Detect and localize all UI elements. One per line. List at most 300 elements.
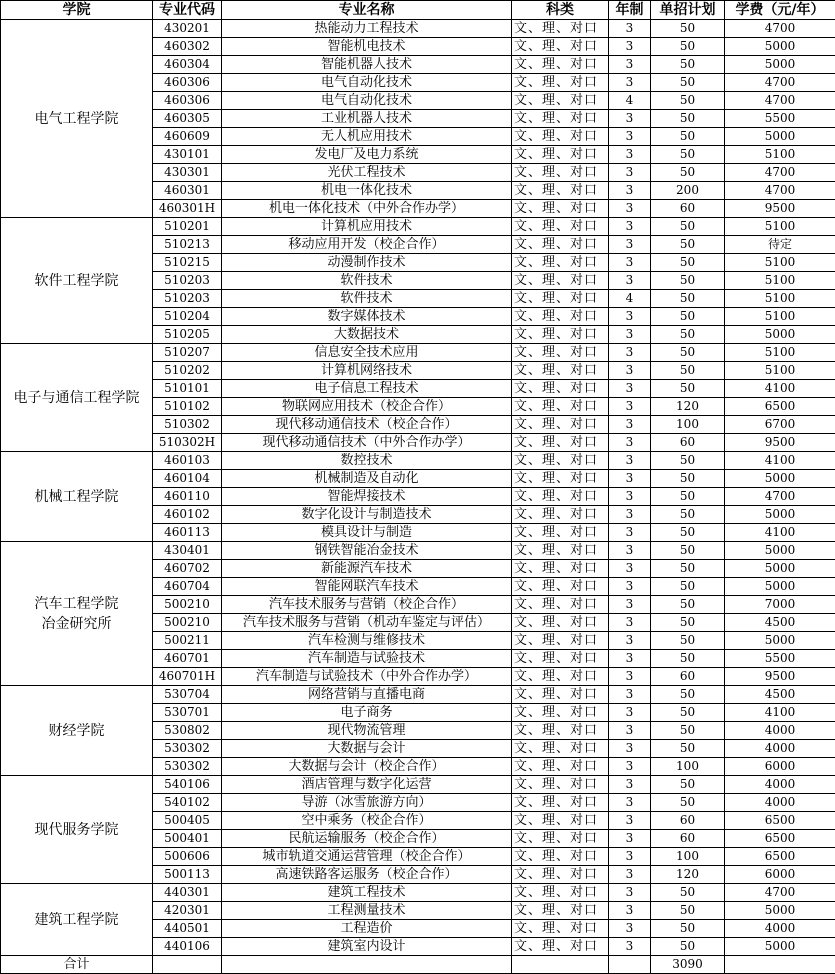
subject-category: 文、理、对口 <box>512 866 609 884</box>
major-name: 钢铁智能冶金技术 <box>222 542 512 560</box>
major-name: 城市轨道交通运营管理（校企合作） <box>222 848 512 866</box>
tuition-fee: 4000 <box>725 920 835 938</box>
major-name: 物联网应用技术（校企合作） <box>222 398 512 416</box>
major-code: 460110 <box>153 488 222 506</box>
college-cell: 电子与通信工程学院 <box>1 344 153 452</box>
major-code: 510201 <box>153 218 222 236</box>
enrollment-plan: 50 <box>651 506 725 524</box>
major-name: 建筑室内设计 <box>222 938 512 956</box>
duration-years: 3 <box>609 380 651 398</box>
tuition-fee: 9500 <box>725 200 835 218</box>
enrollment-plan: 50 <box>651 596 725 614</box>
major-code: 510213 <box>153 236 222 254</box>
subject-category: 文、理、对口 <box>512 362 609 380</box>
subject-category: 文、理、对口 <box>512 794 609 812</box>
major-code: 420301 <box>153 902 222 920</box>
tuition-fee: 5000 <box>725 326 835 344</box>
enrollment-plan: 50 <box>651 794 725 812</box>
major-name: 现代移动通信技术（中外合作办学） <box>222 434 512 452</box>
enrollment-plan: 100 <box>651 416 725 434</box>
duration-years: 3 <box>609 614 651 632</box>
major-code: 430201 <box>153 20 222 38</box>
duration-years: 3 <box>609 488 651 506</box>
enrollment-plan: 50 <box>651 236 725 254</box>
enrollment-plan: 60 <box>651 434 725 452</box>
header-college: 学院 <box>1 1 153 20</box>
college-name-line2: 冶金研究所 <box>1 614 152 634</box>
duration-years: 3 <box>609 164 651 182</box>
enrollment-plan: 50 <box>651 920 725 938</box>
duration-years: 3 <box>609 344 651 362</box>
major-code: 510205 <box>153 326 222 344</box>
tuition-fee: 6500 <box>725 812 835 830</box>
major-name: 计算机网络技术 <box>222 362 512 380</box>
college-cell: 现代服务学院 <box>1 776 153 884</box>
major-name: 机电一体化技术（中外合作办学） <box>222 200 512 218</box>
tuition-fee: 5500 <box>725 650 835 668</box>
subject-category: 文、理、对口 <box>512 254 609 272</box>
duration-years: 3 <box>609 506 651 524</box>
major-name: 光伏工程技术 <box>222 164 512 182</box>
college-cell: 软件工程学院 <box>1 218 153 344</box>
major-code: 510102 <box>153 398 222 416</box>
duration-years: 3 <box>609 326 651 344</box>
duration-years: 3 <box>609 938 651 956</box>
tuition-fee: 4700 <box>725 74 835 92</box>
major-name: 计算机应用技术 <box>222 218 512 236</box>
major-name: 汽车制造与试验技术（中外合作办学） <box>222 668 512 686</box>
duration-years: 3 <box>609 920 651 938</box>
enrollment-plan: 50 <box>651 74 725 92</box>
major-code: 460701H <box>153 668 222 686</box>
enrollment-plan: 50 <box>651 578 725 596</box>
tuition-fee: 4100 <box>725 380 835 398</box>
major-name: 工业机器人技术 <box>222 110 512 128</box>
major-code: 500211 <box>153 632 222 650</box>
major-name: 汽车检测与维修技术 <box>222 632 512 650</box>
major-name: 高速铁路客运服务（校企合作） <box>222 866 512 884</box>
tuition-fee: 4000 <box>725 722 835 740</box>
tuition-fee: 5100 <box>725 218 835 236</box>
tuition-fee: 6000 <box>725 758 835 776</box>
enrollment-plan: 50 <box>651 488 725 506</box>
subject-category: 文、理、对口 <box>512 56 609 74</box>
duration-years: 3 <box>609 128 651 146</box>
duration-years: 4 <box>609 92 651 110</box>
subject-category: 文、理、对口 <box>512 380 609 398</box>
major-code: 510215 <box>153 254 222 272</box>
subject-category: 文、理、对口 <box>512 200 609 218</box>
major-code: 500401 <box>153 830 222 848</box>
major-code: 460301 <box>153 182 222 200</box>
subject-category: 文、理、对口 <box>512 740 609 758</box>
duration-years: 3 <box>609 704 651 722</box>
tuition-fee: 6500 <box>725 398 835 416</box>
subject-category: 文、理、对口 <box>512 722 609 740</box>
duration-years: 3 <box>609 452 651 470</box>
tuition-fee: 5000 <box>725 470 835 488</box>
major-code: 510203 <box>153 272 222 290</box>
subject-category: 文、理、对口 <box>512 938 609 956</box>
tuition-fee: 6500 <box>725 848 835 866</box>
enrollment-plan: 60 <box>651 200 725 218</box>
tuition-fee: 5000 <box>725 560 835 578</box>
table-row <box>1 884 835 902</box>
subject-category: 文、理、对口 <box>512 290 609 308</box>
enrollment-plan: 50 <box>651 722 725 740</box>
enrollment-plan: 50 <box>651 380 725 398</box>
subject-category: 文、理、对口 <box>512 128 609 146</box>
tuition-fee: 5000 <box>725 128 835 146</box>
major-name: 新能源汽车技术 <box>222 560 512 578</box>
major-code: 530704 <box>153 686 222 704</box>
major-name: 智能机器人技术 <box>222 56 512 74</box>
tuition-fee: 4700 <box>725 884 835 902</box>
total-code-empty <box>153 956 222 974</box>
major-name: 空中乘务（校企合作） <box>222 812 512 830</box>
major-name: 数字媒体技术 <box>222 308 512 326</box>
major-name: 现代移动通信技术（校企合作） <box>222 416 512 434</box>
duration-years: 3 <box>609 902 651 920</box>
subject-category: 文、理、对口 <box>512 344 609 362</box>
enrollment-plan: 50 <box>651 290 725 308</box>
major-code: 460306 <box>153 92 222 110</box>
major-name: 软件技术 <box>222 272 512 290</box>
major-code: 440106 <box>153 938 222 956</box>
table-row <box>1 452 835 470</box>
major-code: 540106 <box>153 776 222 794</box>
subject-category: 文、理、对口 <box>512 902 609 920</box>
table-row <box>1 344 835 362</box>
college-cell: 财经学院 <box>1 686 153 776</box>
tuition-fee: 待定 <box>725 236 835 254</box>
enrollment-plan: 50 <box>651 146 725 164</box>
duration-years: 3 <box>609 794 651 812</box>
major-code: 500405 <box>153 812 222 830</box>
major-name: 电气自动化技术 <box>222 92 512 110</box>
major-name: 无人机应用技术 <box>222 128 512 146</box>
tuition-fee: 4500 <box>725 614 835 632</box>
enrollment-plan: 50 <box>651 92 725 110</box>
table-row <box>1 776 835 794</box>
enrollment-plan: 50 <box>651 938 725 956</box>
major-code: 510302H <box>153 434 222 452</box>
subject-category: 文、理、对口 <box>512 506 609 524</box>
enrollment-plan: 50 <box>651 740 725 758</box>
major-code: 460704 <box>153 578 222 596</box>
duration-years: 3 <box>609 632 651 650</box>
enrollment-plan: 50 <box>651 470 725 488</box>
subject-category: 文、理、对口 <box>512 74 609 92</box>
major-code: 530802 <box>153 722 222 740</box>
duration-years: 3 <box>609 596 651 614</box>
enrollment-plan: 60 <box>651 812 725 830</box>
subject-category: 文、理、对口 <box>512 578 609 596</box>
enrollment-plan: 50 <box>651 452 725 470</box>
major-name: 智能网联汽车技术 <box>222 578 512 596</box>
major-name: 信息安全技术应用 <box>222 344 512 362</box>
tuition-fee: 5000 <box>725 38 835 56</box>
subject-category: 文、理、对口 <box>512 470 609 488</box>
subject-category: 文、理、对口 <box>512 146 609 164</box>
tuition-fee: 4700 <box>725 182 835 200</box>
enrollment-plan: 100 <box>651 848 725 866</box>
subject-category: 文、理、对口 <box>512 812 609 830</box>
major-name: 导游（冰雪旅游方向） <box>222 794 512 812</box>
tuition-fee: 4100 <box>725 452 835 470</box>
major-name: 电气自动化技术 <box>222 74 512 92</box>
header-code: 专业代码 <box>153 1 222 20</box>
enrollment-plan: 50 <box>651 272 725 290</box>
duration-years: 3 <box>609 578 651 596</box>
tuition-fee: 5000 <box>725 56 835 74</box>
duration-years: 3 <box>609 434 651 452</box>
major-code: 460609 <box>153 128 222 146</box>
total-plan: 3090 <box>651 956 725 974</box>
subject-category: 文、理、对口 <box>512 272 609 290</box>
major-name: 大数据技术 <box>222 326 512 344</box>
subject-category: 文、理、对口 <box>512 668 609 686</box>
enrollment-plan: 60 <box>651 668 725 686</box>
major-code: 530302 <box>153 758 222 776</box>
enrollment-plan: 50 <box>651 20 725 38</box>
college-name-line1: 汽车工程学院 <box>1 594 152 614</box>
subject-category: 文、理、对口 <box>512 20 609 38</box>
enrollment-plan: 50 <box>651 524 725 542</box>
header-years: 年制 <box>609 1 651 20</box>
subject-category: 文、理、对口 <box>512 182 609 200</box>
duration-years: 3 <box>609 650 651 668</box>
duration-years: 3 <box>609 830 651 848</box>
subject-category: 文、理、对口 <box>512 488 609 506</box>
tuition-fee: 4000 <box>725 794 835 812</box>
major-code: 430301 <box>153 164 222 182</box>
enrollment-plan: 50 <box>651 884 725 902</box>
duration-years: 3 <box>609 38 651 56</box>
subject-category: 文、理、对口 <box>512 650 609 668</box>
enrollment-plan: 50 <box>651 650 725 668</box>
duration-years: 3 <box>609 848 651 866</box>
tuition-fee: 5000 <box>725 506 835 524</box>
duration-years: 3 <box>609 884 651 902</box>
total-name-empty <box>222 956 512 974</box>
major-name: 数字化设计与制造技术 <box>222 506 512 524</box>
major-code: 460301H <box>153 200 222 218</box>
subject-category: 文、理、对口 <box>512 416 609 434</box>
duration-years: 3 <box>609 416 651 434</box>
tuition-fee: 4700 <box>725 488 835 506</box>
major-code: 460305 <box>153 110 222 128</box>
tuition-fee: 5000 <box>725 542 835 560</box>
enrollment-plan: 50 <box>651 344 725 362</box>
subject-category: 文、理、对口 <box>512 758 609 776</box>
subject-category: 文、理、对口 <box>512 830 609 848</box>
duration-years: 3 <box>609 20 651 38</box>
enrollment-plan: 50 <box>651 902 725 920</box>
enrollment-plan: 200 <box>651 182 725 200</box>
major-code: 460102 <box>153 506 222 524</box>
major-code: 460302 <box>153 38 222 56</box>
major-code: 530302 <box>153 740 222 758</box>
major-name: 移动应用开发（校企合作） <box>222 236 512 254</box>
major-name: 工程测量技术 <box>222 902 512 920</box>
enrollment-plan: 50 <box>651 38 725 56</box>
major-name: 汽车制造与试验技术 <box>222 650 512 668</box>
major-name: 电子商务 <box>222 704 512 722</box>
enrollment-plan: 50 <box>651 704 725 722</box>
major-code: 460701 <box>153 650 222 668</box>
major-code: 510202 <box>153 362 222 380</box>
subject-category: 文、理、对口 <box>512 38 609 56</box>
major-code: 460104 <box>153 470 222 488</box>
tuition-fee: 7000 <box>725 596 835 614</box>
duration-years: 3 <box>609 110 651 128</box>
subject-category: 文、理、对口 <box>512 398 609 416</box>
duration-years: 3 <box>609 668 651 686</box>
enrollment-plan: 50 <box>651 560 725 578</box>
major-name: 智能机电技术 <box>222 38 512 56</box>
major-code: 510204 <box>153 308 222 326</box>
subject-category: 文、理、对口 <box>512 614 609 632</box>
table-row <box>1 218 835 236</box>
tuition-fee: 5100 <box>725 308 835 326</box>
duration-years: 3 <box>609 560 651 578</box>
duration-years: 3 <box>609 74 651 92</box>
major-code: 500210 <box>153 614 222 632</box>
major-name: 智能焊接技术 <box>222 488 512 506</box>
tuition-fee: 9500 <box>725 668 835 686</box>
tuition-fee: 4100 <box>725 524 835 542</box>
subject-category: 文、理、对口 <box>512 560 609 578</box>
header-row <box>1 1 835 20</box>
tuition-fee: 4000 <box>725 740 835 758</box>
major-name: 现代物流管理 <box>222 722 512 740</box>
major-name: 大数据与会计 <box>222 740 512 758</box>
duration-years: 3 <box>609 254 651 272</box>
major-name: 民航运输服务（校企合作） <box>222 830 512 848</box>
major-code: 440301 <box>153 884 222 902</box>
enrollment-plan: 50 <box>651 164 725 182</box>
duration-years: 3 <box>609 758 651 776</box>
enrollment-plan: 50 <box>651 326 725 344</box>
enrollment-plan: 50 <box>651 542 725 560</box>
tuition-fee: 4000 <box>725 776 835 794</box>
tuition-fee: 4500 <box>725 686 835 704</box>
tuition-fee: 9500 <box>725 434 835 452</box>
major-code: 540102 <box>153 794 222 812</box>
tuition-fee: 5100 <box>725 272 835 290</box>
tuition-fee: 5000 <box>725 902 835 920</box>
header-subject: 科类 <box>512 1 609 20</box>
enrollment-plan: 50 <box>651 776 725 794</box>
major-name: 汽车技术服务与营销（机动车鉴定与评估） <box>222 614 512 632</box>
header-plan: 单招计划 <box>651 1 725 20</box>
major-name: 机械制造及自动化 <box>222 470 512 488</box>
tuition-fee: 5000 <box>725 632 835 650</box>
major-code: 430401 <box>153 542 222 560</box>
tuition-fee: 6000 <box>725 866 835 884</box>
header-name: 专业名称 <box>222 1 512 20</box>
enrollment-plan: 50 <box>651 110 725 128</box>
enrollment-plan: 100 <box>651 758 725 776</box>
major-code: 500210 <box>153 596 222 614</box>
header-fee: 学费（元/年） <box>725 1 835 20</box>
subject-category: 文、理、对口 <box>512 326 609 344</box>
subject-category: 文、理、对口 <box>512 164 609 182</box>
duration-years: 3 <box>609 200 651 218</box>
table-row <box>1 686 835 704</box>
tuition-fee: 5100 <box>725 290 835 308</box>
college-cell: 建筑工程学院 <box>1 884 153 956</box>
table-row <box>1 542 835 560</box>
major-name: 建筑工程技术 <box>222 884 512 902</box>
duration-years: 3 <box>609 866 651 884</box>
duration-years: 3 <box>609 470 651 488</box>
total-subject-empty <box>512 956 609 974</box>
total-years-empty <box>609 956 651 974</box>
major-name: 热能动力工程技术 <box>222 20 512 38</box>
tuition-fee: 4700 <box>725 92 835 110</box>
subject-category: 文、理、对口 <box>512 452 609 470</box>
tuition-fee: 5000 <box>725 938 835 956</box>
major-code: 510302 <box>153 416 222 434</box>
major-code: 510207 <box>153 344 222 362</box>
tuition-fee: 5500 <box>725 110 835 128</box>
tuition-fee: 5100 <box>725 362 835 380</box>
subject-category: 文、理、对口 <box>512 776 609 794</box>
major-name: 软件技术 <box>222 290 512 308</box>
major-code: 500113 <box>153 866 222 884</box>
tuition-fee: 4700 <box>725 20 835 38</box>
college-cell: 电气工程学院 <box>1 20 153 218</box>
subject-category: 文、理、对口 <box>512 848 609 866</box>
duration-years: 3 <box>609 686 651 704</box>
tuition-fee: 6500 <box>725 830 835 848</box>
subject-category: 文、理、对口 <box>512 884 609 902</box>
major-name: 大数据与会计（校企合作） <box>222 758 512 776</box>
enrollment-plan: 50 <box>651 614 725 632</box>
enrollment-plan: 120 <box>651 866 725 884</box>
subject-category: 文、理、对口 <box>512 704 609 722</box>
enrollment-plan: 50 <box>651 254 725 272</box>
subject-category: 文、理、对口 <box>512 524 609 542</box>
tuition-fee: 5100 <box>725 344 835 362</box>
subject-category: 文、理、对口 <box>512 236 609 254</box>
tuition-fee: 4700 <box>725 164 835 182</box>
duration-years: 3 <box>609 182 651 200</box>
major-name: 网络营销与直播电商 <box>222 686 512 704</box>
enrollment-plan: 50 <box>651 308 725 326</box>
table-row <box>1 20 835 38</box>
tuition-fee: 5000 <box>725 578 835 596</box>
subject-category: 文、理、对口 <box>512 92 609 110</box>
major-name: 机电一体化技术 <box>222 182 512 200</box>
major-code: 440501 <box>153 920 222 938</box>
major-code: 510203 <box>153 290 222 308</box>
major-name: 汽车技术服务与营销（校企合作） <box>222 596 512 614</box>
duration-years: 3 <box>609 542 651 560</box>
duration-years: 3 <box>609 146 651 164</box>
major-name: 数控技术 <box>222 452 512 470</box>
college-cell <box>1 542 153 686</box>
duration-years: 3 <box>609 218 651 236</box>
duration-years: 3 <box>609 524 651 542</box>
duration-years: 3 <box>609 812 651 830</box>
major-code: 460304 <box>153 56 222 74</box>
subject-category: 文、理、对口 <box>512 596 609 614</box>
major-code: 460306 <box>153 74 222 92</box>
tuition-fee: 4100 <box>725 704 835 722</box>
